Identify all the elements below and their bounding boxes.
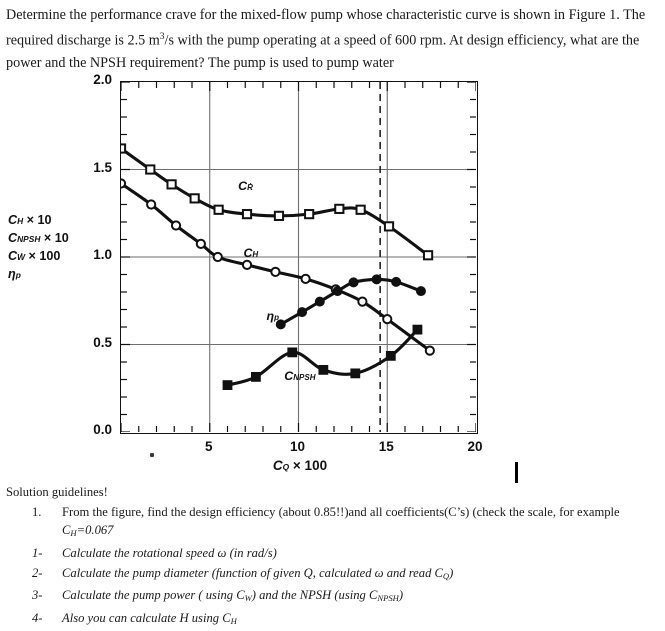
marker-eta_p-1 [298, 308, 307, 317]
marker-C_H-7 [302, 275, 310, 283]
solution-item-1-formula: $C_H=0.067$ [62, 523, 114, 539]
marker-C_H-1 [147, 200, 155, 208]
cubic-exponent: 3 [159, 32, 165, 43]
curve-label-C_W: CṘ [238, 179, 253, 193]
marker-C_NPSH-0 [223, 381, 232, 390]
marker-C_W-6 [275, 212, 283, 220]
marker-C_H-0 [121, 179, 125, 187]
scan-artifact-dot [150, 453, 154, 457]
marker-C_H-3 [197, 240, 205, 248]
solution-item-1-marker: 1. [32, 504, 42, 519]
marker-eta_p-3 [333, 287, 342, 296]
marker-C_W-1 [146, 165, 154, 173]
solution-item-1 [6, 503, 661, 543]
y-axis-label-h: CH × 10 [8, 213, 52, 227]
marker-C_NPSH-4 [351, 369, 360, 378]
marker-C_W-3 [191, 194, 199, 202]
marker-C_NPSH-5 [387, 352, 396, 361]
x-tick-label-20: 20 [467, 439, 483, 454]
solution-item-3-marker: 2- [32, 565, 43, 580]
marker-eta_p-7 [417, 287, 426, 296]
solution-item-4-text: Calculate the pump power ( using $C_W$) and the NPSH (using $C_{NPSH}$) [62, 588, 404, 604]
solution-item-4-marker: 3- [32, 588, 43, 603]
curve-label-C_H: CH [243, 245, 259, 260]
curve-C_W [121, 149, 428, 256]
performance-curve-figure [0, 60, 665, 480]
solution-item-2-marker: 1- [32, 545, 43, 560]
solution-item-3 [6, 564, 661, 586]
solution-item-2 [6, 544, 661, 563]
marker-C_W-11 [424, 251, 432, 259]
marker-C_H-9 [358, 298, 366, 306]
marker-eta_p-2 [315, 297, 324, 306]
y-axis-label-w: CẆ × 100 [8, 249, 61, 263]
y-tick-label-0.0: 0.0 [93, 422, 112, 437]
marker-C_H-6 [271, 268, 279, 276]
y-tick-label-0.5: 0.5 [93, 334, 112, 350]
solution-item-3-text: Calculate the pump diameter (function of given Q, calculated ω and read $C_Q$) [62, 565, 454, 581]
solution-item-1-text: From the figure, find the design efficiency (about 0.85!!)and all coefficients(C’s) (check the scale, for example [62, 504, 620, 519]
y-tick-label-2.0: 2.0 [93, 72, 112, 87]
marker-eta_p-6 [392, 277, 401, 286]
marker-C_W-8 [335, 205, 343, 213]
marker-C_H-10 [383, 315, 391, 323]
marker-C_W-0 [121, 144, 125, 152]
marker-C_NPSH-3 [319, 366, 328, 375]
y-axis-label-p: ηp [8, 267, 21, 281]
curve-label-C_NPSH: CNPSH [284, 368, 316, 383]
marker-C_NPSH-6 [413, 325, 422, 334]
marker-eta_p-5 [372, 275, 381, 284]
solution-item-2-text: Calculate the rotational speed ω (in rad/s) [62, 545, 277, 560]
marker-C_W-7 [305, 210, 313, 218]
solution-item-5-text: Also you can calculate H using $C_H$ [62, 610, 237, 627]
series-C_NPSH [223, 325, 422, 389]
solution-item-4 [6, 586, 661, 608]
marker-C_H-5 [243, 261, 251, 269]
problem-line-3: efficiency, what are the power and the NPSH requirement? The pump is used to pump water [6, 33, 640, 72]
marker-C_W-2 [167, 180, 175, 188]
marker-C_H-2 [172, 221, 180, 229]
x-tick-label-15: 15 [378, 439, 394, 454]
problem-line-1: Determine the performance crave for the mixed-flow pump whose characteristic curve is shown in [6, 7, 566, 23]
solution-item-5-marker: 4- [32, 610, 43, 625]
problem-line-2-part-b: /s with the pump operating at a speed of 600 rpm. At design [164, 33, 504, 50]
marker-C_H-4 [214, 253, 222, 261]
solution-item-5 [6, 609, 661, 631]
text-cursor [515, 462, 518, 483]
y-tick-label-1.5: 1.5 [93, 159, 112, 175]
y-axis-label-npsh: CNPSH × 10 [8, 231, 69, 245]
marker-C_W-10 [385, 222, 393, 230]
marker-C_NPSH-1 [252, 373, 261, 382]
marker-C_H-11 [426, 347, 434, 355]
marker-C_W-9 [357, 206, 365, 214]
solution-heading: Solution guidelines! [6, 485, 108, 499]
marker-eta_p-4 [349, 278, 358, 287]
problem-line-2-part-a: Figure 1. The required discharge is 2.5 m [6, 7, 646, 50]
chart-plot-area [120, 81, 478, 434]
solution-guidelines [6, 483, 661, 631]
series-C_W [121, 144, 432, 259]
x-tick-label-5: 5 [204, 439, 213, 454]
y-tick-label-1.0: 1.0 [93, 247, 112, 262]
marker-C_W-4 [215, 206, 223, 214]
marker-C_W-5 [243, 210, 251, 218]
curve-label-eta_p: ηp [266, 309, 280, 324]
x-axis-title: CQ × 100 [272, 458, 328, 473]
marker-C_NPSH-2 [288, 348, 297, 357]
x-tick-label-10: 10 [289, 439, 306, 454]
